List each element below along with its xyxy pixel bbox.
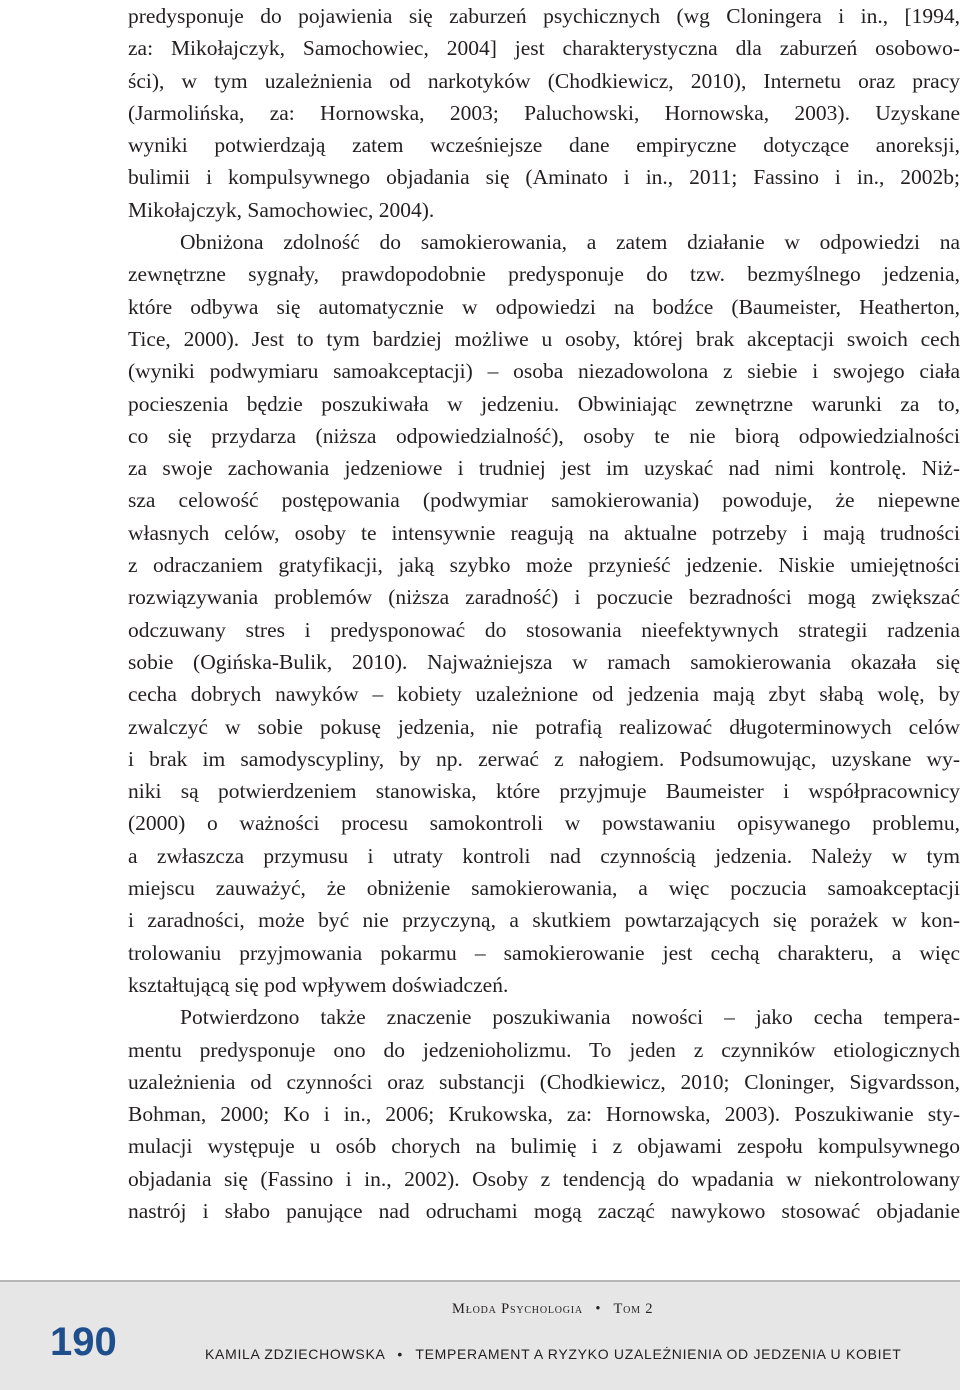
text-line: objadania się (Fassino i in., 2002). Osoby z tendencją do wpadania w niekontrolowany [128, 1166, 960, 1191]
text-line: bulimii i kompulsywnego objadania się (Aminato i in., 2011; Fassino i in., 2002b; [128, 165, 960, 190]
journal-title [452, 1301, 653, 1318]
separator-dot: • [595, 1301, 602, 1317]
text-line: rozwiązywania problemów (niższa zaradność) i poczucie bezradności mogą zwiększać [128, 585, 960, 610]
text-line: i zaradności, może być nie przyczyną, a skutkiem powtarzających się porażek w kon- [128, 908, 960, 933]
text-line: odczuwany stres i predysponować do stosowania nieefektywnych strategii radzenia [128, 617, 960, 642]
text-line: wyniki potwierdzają zatem wcześniejsze dane empiryczne dotyczące anoreksji, [128, 133, 960, 158]
text-line: niki są potwierdzeniem stanowiska, które przyjmuje Baumeister i współpracownicy [128, 779, 960, 804]
text-line: co się przydarza (niższa odpowiedzialność), osoby te nie biorą odpowiedzialności [128, 423, 960, 448]
text-line: (wyniki podwymiaru samoakceptacji) – osoba niezadowolona z siebie i swojego ciała [128, 359, 960, 384]
text-line: (Jarmolińska, za: Hornowska, 2003; Paluchowski, Hornowska, 2003). Uzyskane [128, 100, 960, 125]
text-line: kształtującą się pod wpływem doświadczeń. [128, 972, 509, 997]
text-line: miejscu zauważyć, że obniżenie samokierowania, a więc poczucia samoakceptacji [128, 876, 960, 901]
text-line: sobie (Ogińska-Bulik, 2010). Najważniejsza w ramach samokierowania okazała się [128, 649, 960, 674]
text-line: i brak im samodyscypliny, by np. zerwać z nałogiem. Podsumowując, uzyskane wy- [128, 746, 960, 771]
text-line: a zwłaszcza przymusu i utraty kontroli nad czynnością jedzenia. Należy w tym [128, 843, 960, 868]
journal-name: Młoda Psychologia [452, 1301, 583, 1317]
page-number: 190 [50, 1320, 117, 1364]
paragraph-start: Obniżona zdolność do samokierowania, a zatem działanie w odpowiedzi na [180, 230, 960, 255]
journal-volume: Tom 2 [613, 1301, 654, 1317]
paragraph-start: Potwierdzono także znaczenie poszukiwania nowości – jako cecha tempera- [180, 1005, 960, 1030]
text-line: mentu predysponuje ono do jedzenioholizmu. To jeden z czynników etiologicznych [128, 1037, 960, 1062]
article-body [128, 0, 960, 1227]
running-head [205, 1346, 901, 1362]
text-line: uzależnienia od czynności oraz substancji (Chodkiewicz, 2010; Cloninger, Sigvardsson, [128, 1069, 960, 1094]
text-line: nastrój i słabo panujące nad odruchami mogą zacząć nawykowo stosować objadanie [128, 1198, 960, 1223]
text-line: (2000) o ważności procesu samokontroli w powstawaniu opisywanego problemu, [128, 811, 960, 836]
text-line: pocieszenia będzie poszukiwała w jedzeniu. Obwiniając zewnętrzne warunki za to, [128, 391, 960, 416]
text-line: zewnętrzne sygnały, prawdopodobnie predysponuje do tzw. bezmyślnego jedzenia, [128, 262, 960, 287]
text-line: Bohman, 2000; Ko i in., 2006; Krukowska, za: Hornowska, 2003). Poszukiwanie sty- [128, 1102, 960, 1127]
text-line: mulacji występuje u osób chorych na bulimię i z objawami zespołu kompulsywnego [128, 1134, 960, 1159]
author-name: KAMILA ZDZIECHOWSKA [205, 1346, 385, 1362]
text-line: sza celowość postępowania (podwymiar samokierowania) powoduje, że niepewne [128, 488, 960, 513]
text-line: ści), w tym uzależnienia od narkotyków (Chodkiewicz, 2010), Internetu oraz pracy [128, 68, 960, 93]
text-line: za: Mikołajczyk, Samochowiec, 2004] jest charakterystyczna dla zaburzeń osobowo- [128, 36, 960, 61]
text-line: zwalczyć w sobie pokusę jedzenia, nie potrafią realizować długoterminowych celów [128, 714, 960, 739]
text-line: z odraczaniem gratyfikacji, jaką szybko może przynieść jedzenie. Niskie umiejętności [128, 553, 960, 578]
text-line: za swoje zachowania jedzeniowe i trudniej jest im uzyskać nad nimi kontrolę. Niż- [128, 456, 960, 481]
article-title: TEMPERAMENT A RYZYKO UZALEŻNIENIA OD JEDZENIA U KOBIET [415, 1346, 902, 1362]
text-line: predysponuje do pojawienia się zaburzeń psychicznych (wg Cloningera i in., [1994, [128, 4, 960, 28]
text-line: trolowaniu przyjmowania pokarmu – samokierowanie jest cechą charakteru, a więc [128, 940, 960, 965]
page-footer [0, 1280, 960, 1390]
text-line: cecha dobrych nawyków – kobiety uzależnione od jedzenia mają zbyt słabą wolę, by [128, 682, 960, 707]
text-line: własnych celów, osoby te intensywnie reagują na aktualne potrzeby i mają trudności [128, 520, 960, 545]
separator-dot: • [397, 1346, 403, 1362]
text-line: Mikołajczyk, Samochowiec, 2004). [128, 197, 435, 222]
text-line: Tice, 2000). Jest to tym bardziej możliwe u osoby, której brak akceptacji swoich cech [128, 326, 960, 351]
text-line: które odbywa się automatycznie w odpowiedzi na bodźce (Baumeister, Heatherton, [128, 294, 960, 319]
